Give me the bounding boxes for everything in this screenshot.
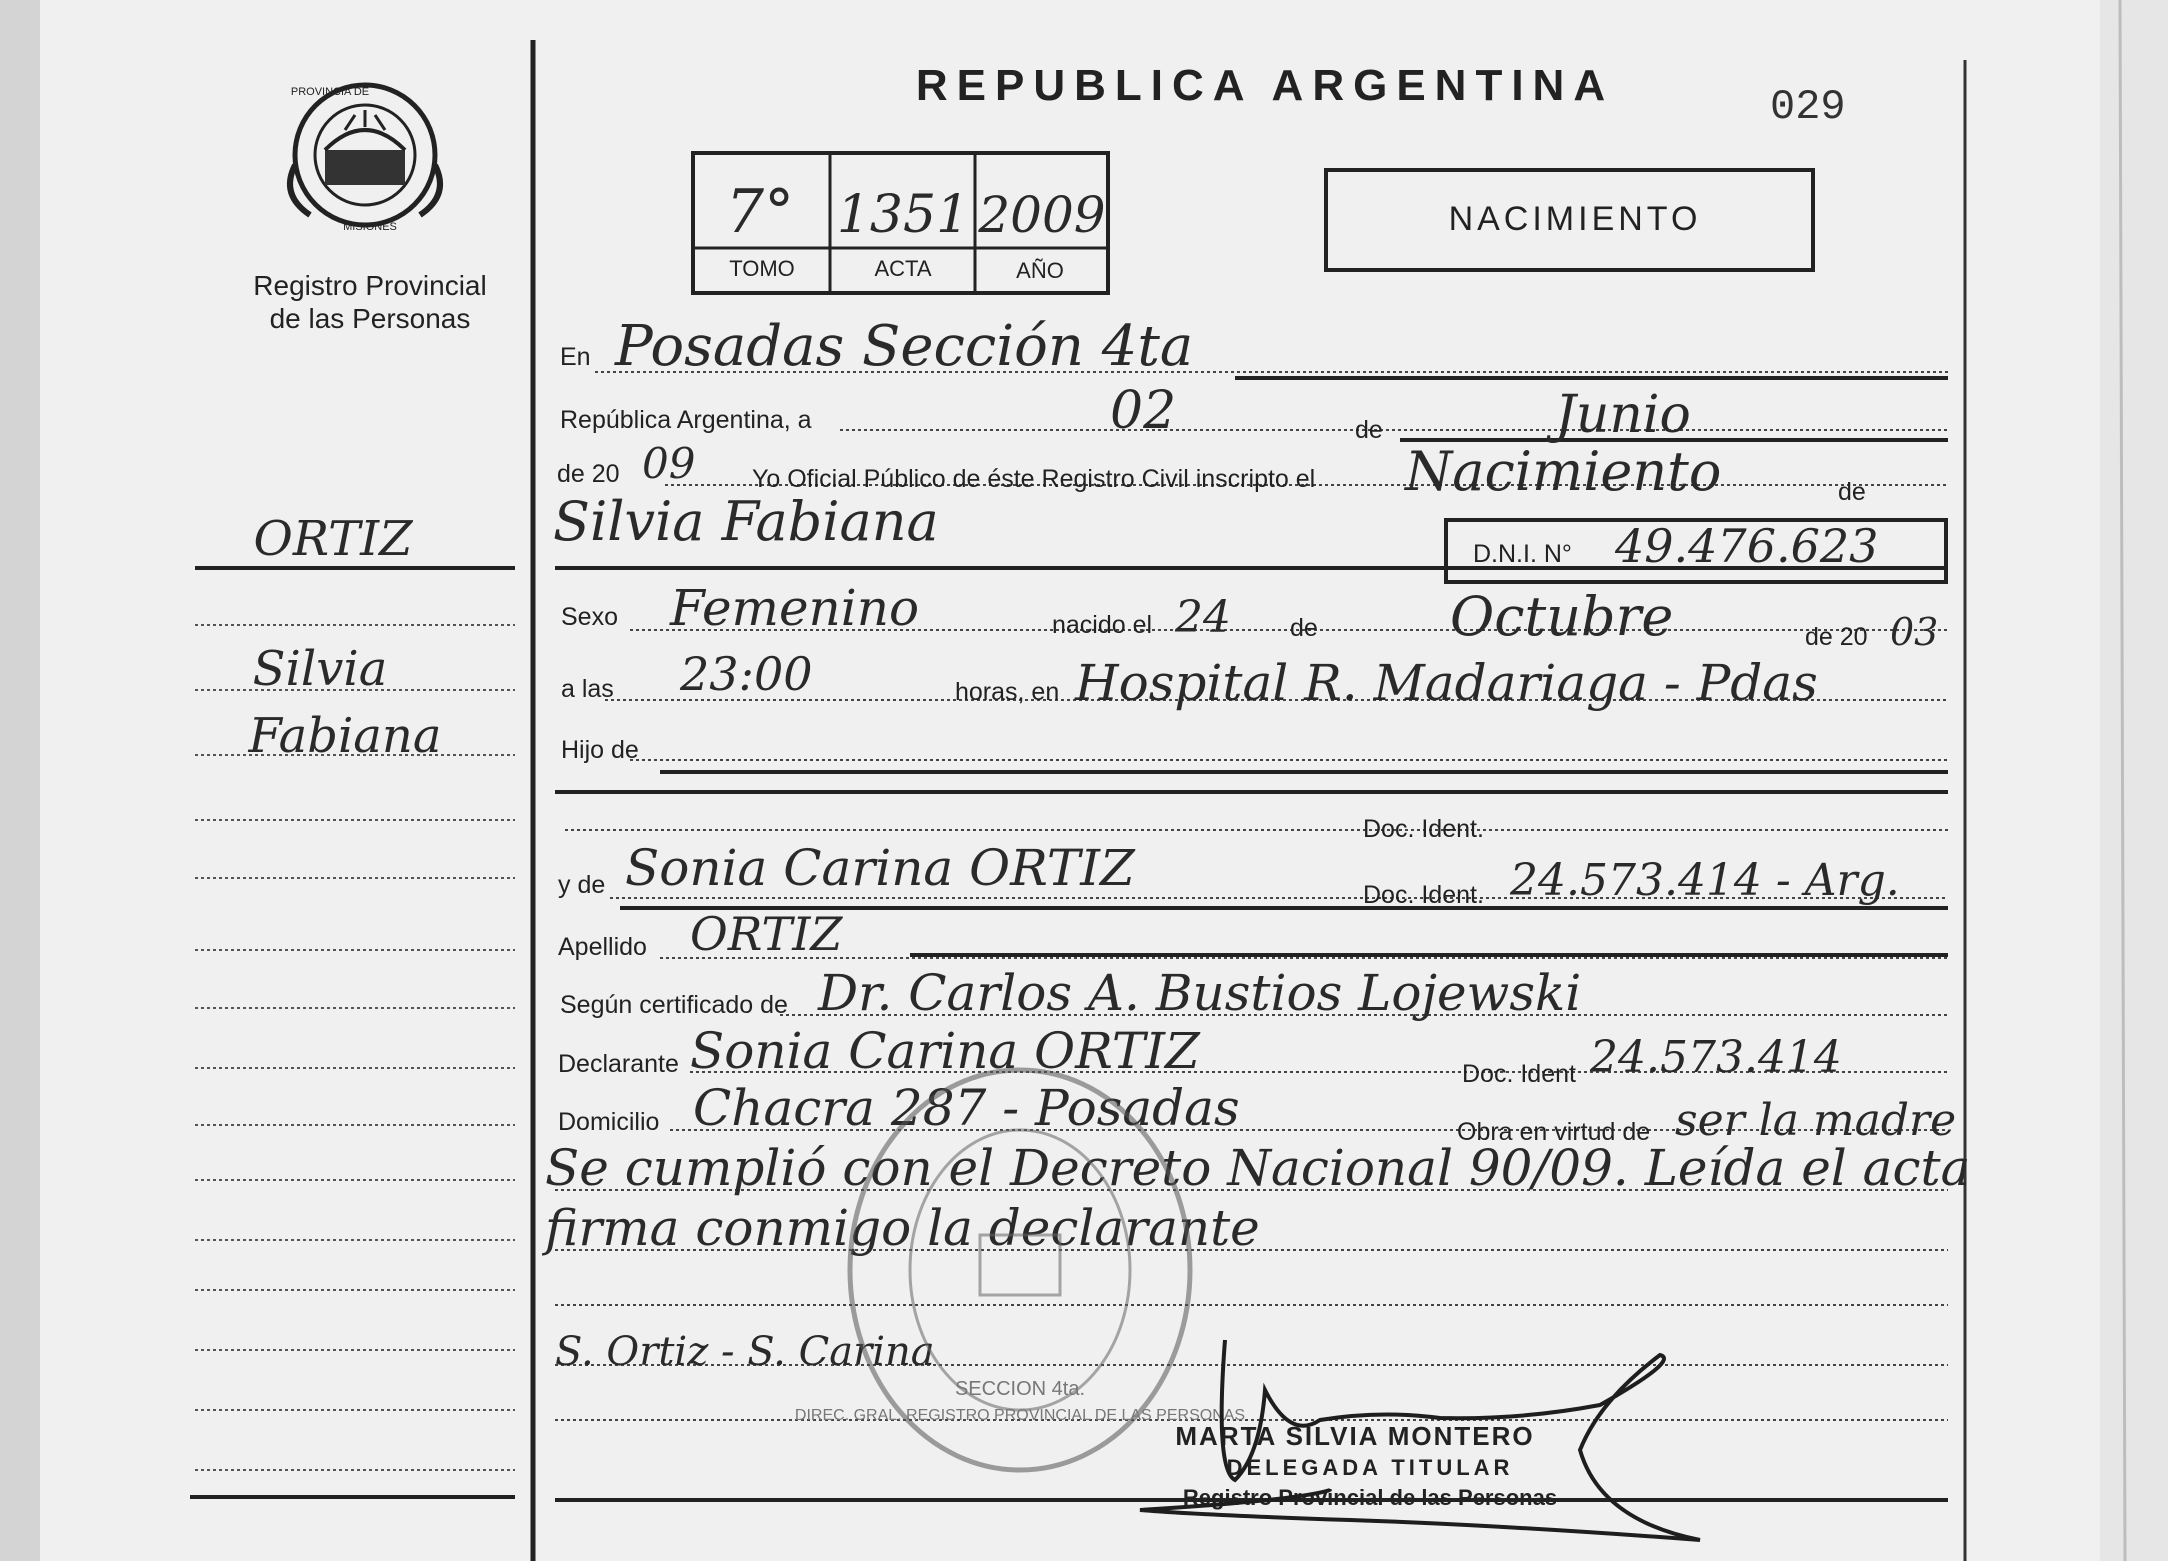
registry-name-line1: Registro Provincial	[253, 270, 487, 301]
value-nac-dia: 24	[1175, 592, 1231, 643]
label-segun: Según certificado de	[560, 991, 788, 1019]
anio-value: 2009	[978, 186, 1106, 244]
label-republica: República Argentina, a	[560, 406, 812, 434]
value-apellido: ORTIZ	[690, 907, 843, 961]
margin-name-line1: Silvia	[252, 641, 388, 697]
stamp-registry: Registro Provincial de las Personas	[1182, 1485, 1558, 1510]
value-dia: 02	[1110, 381, 1177, 441]
label-yde: y de	[558, 871, 606, 899]
value-obra: ser la madre	[1675, 1095, 1957, 1146]
stamp-name: MARTA SILVIA MONTERO	[1175, 1421, 1535, 1451]
round-stamp-sub: SECCION 4ta.	[954, 1378, 1086, 1400]
value-madre: Sonia Carina ORTIZ	[625, 839, 1135, 897]
label-docident: Doc. Ident.	[1363, 815, 1484, 843]
acta-label: ACTA	[874, 256, 932, 281]
label-en: En	[560, 343, 591, 371]
tomo-label: TOMO	[729, 256, 795, 281]
country-title: REPUBLICA ARGENTINA	[915, 61, 1615, 110]
value-declarante: Sonia Carina ORTIZ	[690, 1022, 1200, 1080]
value-domicilio: Chacra 287 - Posadas	[693, 1079, 1240, 1137]
label-domicilio: Domicilio	[558, 1108, 660, 1136]
seal-text-bottom: MISIONES	[343, 221, 397, 233]
label-hijo: Hijo de	[561, 736, 639, 764]
value-inscripto: Nacimiento	[1405, 440, 1722, 503]
value-obs1: Se cumplió con el Decreto Nacional 90/09. Leída el acta	[545, 1139, 1971, 1197]
margin-surname: ORTIZ	[253, 511, 413, 567]
value-nac-mes: Octubre	[1450, 585, 1674, 648]
label-de20: de 20	[557, 460, 620, 488]
value-certificado: Dr. Carlos A. Bustios Lojewski	[818, 964, 1582, 1022]
value-nac-anio: 03	[1890, 610, 1939, 654]
value-declarante-doc: 24.573.414	[1590, 1032, 1842, 1083]
value-nombre: Silvia Fabiana	[553, 490, 939, 553]
value-mes: Junio	[1555, 385, 1691, 445]
label-obra: Obra en virtud de	[1457, 1118, 1651, 1146]
margin-name-line2: Fabiana	[248, 708, 442, 764]
label-de: de	[1355, 416, 1383, 444]
label-docident-2: Doc. Ident.	[1363, 881, 1484, 909]
stamp-title: DELEGADA TITULAR	[1226, 1455, 1514, 1480]
value-sexo: Femenino	[670, 579, 920, 637]
label-docident-3: Doc. Ident	[1462, 1060, 1576, 1088]
round-stamp-text: DIREC. GRAL. REGISTRO PROVINCIAL DE LAS PERSONAS	[794, 1407, 1246, 1424]
label-declarante: Declarante	[558, 1050, 679, 1078]
label-horas: horas, en	[955, 678, 1060, 706]
label-oficial: Yo Oficial Público de éste Registro Civil inscripto el	[752, 465, 1316, 493]
value-dni: 49.476.623	[1615, 519, 1879, 573]
label-alas: a las	[561, 675, 614, 703]
label-nacido: nacido el	[1052, 611, 1153, 639]
value-hora: 23:00	[680, 647, 813, 701]
label-de-2: de	[1838, 478, 1866, 506]
value-obs2: firma conmigo la declarante	[545, 1199, 1260, 1257]
label-apellido: Apellido	[558, 933, 647, 961]
label-de-3: de	[1290, 614, 1318, 642]
tomo-value: 7°	[725, 177, 795, 247]
value-lugar: Posadas Sección 4ta	[615, 314, 1194, 379]
value-firma-declarante: S. Ortiz - S. Carina	[555, 1329, 935, 1375]
page-number: 029	[1770, 83, 1846, 131]
value-lugar-nac: Hospital R. Madariaga - Pdas	[1075, 654, 1818, 712]
seal-text-top: PROVINCIA DE	[290, 86, 370, 98]
registry-name-line2: de las Personas	[269, 303, 471, 334]
acta-value: 1351	[836, 185, 970, 245]
value-anio2: 09	[642, 439, 696, 488]
label-de20-2: de 20	[1805, 623, 1868, 651]
anio-label: AÑO	[1016, 258, 1064, 283]
label-dni: D.N.I. N°	[1473, 540, 1572, 568]
value-madre-doc: 24.573.414 - Arg.	[1510, 855, 1900, 906]
act-type: NACIMIENTO	[1448, 200, 1702, 238]
label-sexo: Sexo	[561, 603, 618, 631]
